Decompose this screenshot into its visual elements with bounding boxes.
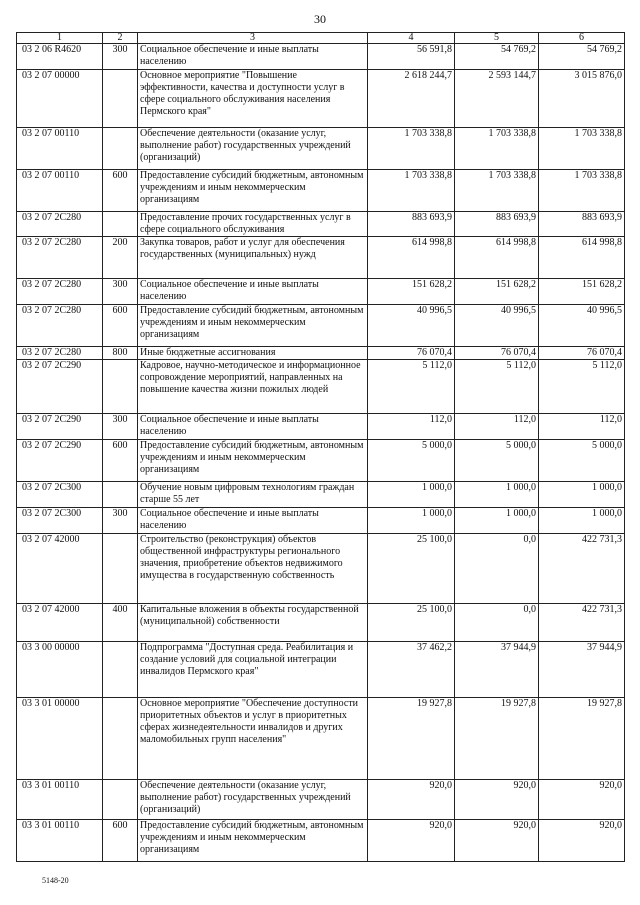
row-code: 03 3 00 00000 — [17, 642, 103, 698]
row-vr — [103, 360, 138, 414]
table-row — [17, 642, 625, 698]
document-code: 5148-20 — [42, 876, 69, 885]
row-value-1: 1 000,0 — [368, 482, 455, 508]
header-col-1: 1 — [17, 33, 103, 44]
row-code: 03 2 07 42000 — [17, 534, 103, 604]
row-value-3: 883 693,9 — [539, 212, 625, 237]
row-code: 03 2 07 2С280 — [17, 305, 103, 347]
row-name: Социальное обеспечение и иные выплаты населению — [138, 279, 368, 305]
row-value-1: 1 703 338,8 — [368, 170, 455, 212]
row-value-2: 1 703 338,8 — [455, 170, 539, 212]
row-name: Капитальные вложения в объекты государственной (муниципальной) собственности — [138, 604, 368, 642]
row-name: Обеспечение деятельности (оказание услуг, выполнение работ) государственных учреждений (организаций) — [138, 780, 368, 820]
row-value-1: 1 703 338,8 — [368, 128, 455, 170]
row-code: 03 2 07 2С290 — [17, 360, 103, 414]
table-header-row — [17, 33, 625, 44]
row-code: 03 2 07 00110 — [17, 128, 103, 170]
row-name: Основное мероприятие "Повышение эффективности, качества и доступности услуг в сфере социального обслуживания населения Пермского края" — [138, 70, 368, 128]
row-name: Обеспечение деятельности (оказание услуг, выполнение работ) государственных учреждений (организаций) — [138, 128, 368, 170]
row-value-3: 112,0 — [539, 414, 625, 440]
row-vr: 300 — [103, 44, 138, 70]
row-value-3: 1 703 338,8 — [539, 128, 625, 170]
row-value-3: 5 000,0 — [539, 440, 625, 482]
table-row — [17, 128, 625, 170]
row-value-2: 5 112,0 — [455, 360, 539, 414]
row-value-3: 76 070,4 — [539, 347, 625, 360]
row-value-1: 151 628,2 — [368, 279, 455, 305]
row-value-3: 920,0 — [539, 780, 625, 820]
row-code: 03 2 07 42000 — [17, 604, 103, 642]
row-value-2: 614 998,8 — [455, 237, 539, 279]
table-row — [17, 279, 625, 305]
row-value-2: 1 000,0 — [455, 482, 539, 508]
header-col-3: 3 — [138, 33, 368, 44]
row-name: Социальное обеспечение и иные выплаты населению — [138, 44, 368, 70]
row-vr: 200 — [103, 237, 138, 279]
row-vr: 800 — [103, 347, 138, 360]
table-row — [17, 70, 625, 128]
row-value-2: 920,0 — [455, 820, 539, 862]
row-value-3: 19 927,8 — [539, 698, 625, 780]
table-row — [17, 414, 625, 440]
row-value-1: 2 618 244,7 — [368, 70, 455, 128]
row-value-1: 883 693,9 — [368, 212, 455, 237]
row-name: Закупка товаров, работ и услуг для обеспечения государственных (муниципальных) нужд — [138, 237, 368, 279]
row-value-2: 5 000,0 — [455, 440, 539, 482]
row-name: Кадровое, научно-методическое и информационное сопровождение мероприятий, направленных на повышение качества жизни пожилых людей — [138, 360, 368, 414]
row-value-3: 40 996,5 — [539, 305, 625, 347]
row-vr — [103, 128, 138, 170]
row-code: 03 2 07 2С300 — [17, 482, 103, 508]
table-row — [17, 508, 625, 534]
row-name: Обучение новым цифровым технологиям граждан старше 55 лет — [138, 482, 368, 508]
table-row — [17, 440, 625, 482]
row-value-2: 883 693,9 — [455, 212, 539, 237]
row-value-2: 151 628,2 — [455, 279, 539, 305]
row-value-2: 19 927,8 — [455, 698, 539, 780]
table-row — [17, 347, 625, 360]
row-value-2: 1 703 338,8 — [455, 128, 539, 170]
table-row — [17, 237, 625, 279]
row-vr — [103, 534, 138, 604]
header-col-4: 4 — [368, 33, 455, 44]
row-value-3: 1 703 338,8 — [539, 170, 625, 212]
row-vr: 600 — [103, 820, 138, 862]
row-value-2: 40 996,5 — [455, 305, 539, 347]
row-value-1: 920,0 — [368, 780, 455, 820]
row-code: 03 2 07 00000 — [17, 70, 103, 128]
row-value-1: 25 100,0 — [368, 534, 455, 604]
row-code: 03 2 07 2С280 — [17, 279, 103, 305]
row-value-1: 76 070,4 — [368, 347, 455, 360]
row-code: 03 2 07 2С300 — [17, 508, 103, 534]
row-vr — [103, 780, 138, 820]
row-value-1: 5 000,0 — [368, 440, 455, 482]
row-vr: 400 — [103, 604, 138, 642]
row-code: 03 3 01 00110 — [17, 820, 103, 862]
row-vr: 600 — [103, 440, 138, 482]
budget-table — [16, 32, 625, 862]
row-name: Предоставление субсидий бюджетным, автономным учреждениям и иным некоммерческим организациям — [138, 305, 368, 347]
row-value-3: 54 769,2 — [539, 44, 625, 70]
row-name: Социальное обеспечение и иные выплаты населению — [138, 414, 368, 440]
row-value-1: 1 000,0 — [368, 508, 455, 534]
row-value-3: 1 000,0 — [539, 482, 625, 508]
table-row — [17, 698, 625, 780]
row-name: Предоставление субсидий бюджетным, автономным учреждениям и иным некоммерческим организациям — [138, 170, 368, 212]
header-col-5: 5 — [455, 33, 539, 44]
row-vr: 600 — [103, 170, 138, 212]
row-value-2: 1 000,0 — [455, 508, 539, 534]
table-row — [17, 604, 625, 642]
row-value-1: 614 998,8 — [368, 237, 455, 279]
table-row — [17, 360, 625, 414]
page-number: 30 — [314, 12, 326, 26]
row-value-2: 54 769,2 — [455, 44, 539, 70]
row-value-3: 151 628,2 — [539, 279, 625, 305]
row-value-2: 37 944,9 — [455, 642, 539, 698]
table-row — [17, 820, 625, 862]
row-value-2: 76 070,4 — [455, 347, 539, 360]
row-value-1: 19 927,8 — [368, 698, 455, 780]
table-row — [17, 212, 625, 237]
row-vr: 300 — [103, 279, 138, 305]
header-col-6: 6 — [539, 33, 625, 44]
row-name: Предоставление прочих государственных услуг в сфере социального обслуживания — [138, 212, 368, 237]
row-vr: 300 — [103, 508, 138, 534]
row-name: Основное мероприятие "Обеспечение доступности приоритетных объектов и услуг в приоритетных сферах жизнедеятельности инвалидов и других маломобильных групп населения" — [138, 698, 368, 780]
row-value-1: 5 112,0 — [368, 360, 455, 414]
row-name: Подпрограмма "Доступная среда. Реабилитация и создание условий для социальной интеграции инвалидов Пермского края" — [138, 642, 368, 698]
row-name: Строительство (реконструкция) объектов общественной инфраструктуры регионального значения, приобретение объектов недвижимого имущества в государственную собственность — [138, 534, 368, 604]
row-code: 03 3 01 00000 — [17, 698, 103, 780]
row-vr — [103, 212, 138, 237]
row-value-2: 2 593 144,7 — [455, 70, 539, 128]
row-vr: 600 — [103, 305, 138, 347]
table-row — [17, 482, 625, 508]
row-value-2: 0,0 — [455, 604, 539, 642]
table-row — [17, 780, 625, 820]
table-row — [17, 44, 625, 70]
row-value-1: 920,0 — [368, 820, 455, 862]
row-value-2: 112,0 — [455, 414, 539, 440]
row-code: 03 2 07 2С290 — [17, 414, 103, 440]
row-vr — [103, 70, 138, 128]
row-name: Предоставление субсидий бюджетным, автономным учреждениям и иным некоммерческим организациям — [138, 440, 368, 482]
row-value-3: 920,0 — [539, 820, 625, 862]
row-value-3: 5 112,0 — [539, 360, 625, 414]
row-value-2: 920,0 — [455, 780, 539, 820]
row-name: Социальное обеспечение и иные выплаты населению — [138, 508, 368, 534]
row-value-3: 614 998,8 — [539, 237, 625, 279]
row-vr — [103, 642, 138, 698]
row-code: 03 2 07 2С280 — [17, 237, 103, 279]
row-code: 03 3 01 00110 — [17, 780, 103, 820]
row-value-3: 37 944,9 — [539, 642, 625, 698]
header-col-2: 2 — [103, 33, 138, 44]
row-value-1: 40 996,5 — [368, 305, 455, 347]
table-row — [17, 534, 625, 604]
row-name: Иные бюджетные ассигнования — [138, 347, 368, 360]
row-name: Предоставление субсидий бюджетным, автономным учреждениям и иным некоммерческим организациям — [138, 820, 368, 862]
row-code: 03 2 07 2С280 — [17, 347, 103, 360]
row-code: 03 2 07 00110 — [17, 170, 103, 212]
row-vr — [103, 482, 138, 508]
table-row — [17, 170, 625, 212]
row-code: 03 2 06 R4620 — [17, 44, 103, 70]
row-value-3: 1 000,0 — [539, 508, 625, 534]
row-vr: 300 — [103, 414, 138, 440]
row-value-3: 422 731,3 — [539, 604, 625, 642]
row-value-2: 0,0 — [455, 534, 539, 604]
table-row — [17, 305, 625, 347]
row-value-1: 56 591,8 — [368, 44, 455, 70]
row-value-3: 422 731,3 — [539, 534, 625, 604]
row-value-1: 25 100,0 — [368, 604, 455, 642]
row-code: 03 2 07 2С290 — [17, 440, 103, 482]
row-value-1: 37 462,2 — [368, 642, 455, 698]
row-value-1: 112,0 — [368, 414, 455, 440]
row-value-3: 3 015 876,0 — [539, 70, 625, 128]
row-code: 03 2 07 2С280 — [17, 212, 103, 237]
row-vr — [103, 698, 138, 780]
